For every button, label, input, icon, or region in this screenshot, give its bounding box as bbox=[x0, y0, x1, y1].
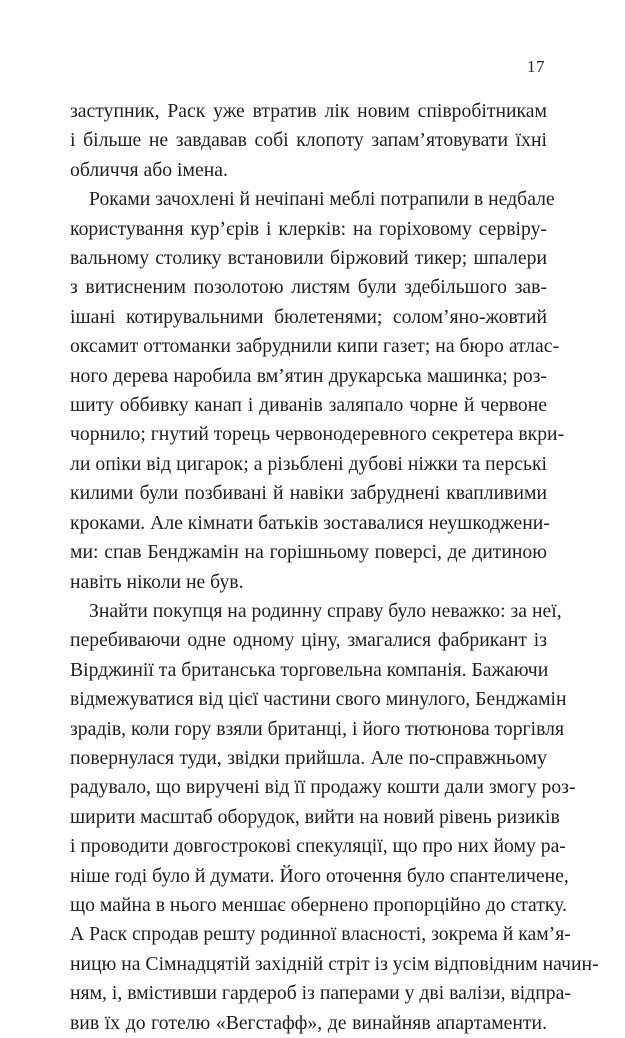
text-line: А Раск спродав решту родинної власності, зокрема й кам’я- bbox=[70, 923, 571, 946]
text-line: Вірджинії та британська торговельна компанія. Бажаючи bbox=[70, 658, 549, 681]
text-line: заступник, Раск уже втратив лік новим співробітникам bbox=[70, 100, 547, 122]
text-line: що майна в нього меншає обернено пропорційно до статку. bbox=[70, 893, 567, 916]
text-line: і проводити довгострокові спекуляції, що про них йому ра- bbox=[70, 835, 566, 858]
text-line: ширити масштаб оборудок, вийти на новий рівень ризиків bbox=[70, 805, 560, 828]
text-line: Роками зачохлені й нечіпані меблі потрапили в недбале bbox=[89, 188, 555, 211]
text-line: ішані котирувальними бюлетенями; солом’яно-жовтий bbox=[70, 305, 547, 328]
text-line: ницю на Сімнадцятій західній стріт із усім відповідним начин- bbox=[70, 952, 599, 975]
text-line: вальному столику встановили біржовий тикер; шпалери bbox=[70, 247, 547, 270]
text-line: ням, і, вмістивши гардероб із паперами у дві валізи, відпра- bbox=[70, 982, 571, 1005]
text-line: перебиваючи одне одному ціну, змагалися фабрикант із bbox=[70, 629, 547, 652]
paragraph bbox=[70, 597, 599, 1038]
paragraph bbox=[70, 185, 565, 597]
text-line: вив їх до готелю «Вегстафф», де винайняв апартаменти. bbox=[70, 1011, 547, 1034]
text-line: користування кур’єрів і клерків: на горіховому сервіру- bbox=[70, 217, 547, 240]
text-line: чорнило; гнутий торець червонодеревного секретера вкри- bbox=[70, 423, 565, 446]
text-line: радувало, що виручені від її продажу кошти дали змогу роз- bbox=[70, 776, 576, 799]
text-line: ного дерева наробила вм’ятин друкарська машинка; роз- bbox=[70, 364, 547, 387]
paragraph bbox=[70, 97, 547, 185]
page-number: 17 bbox=[527, 57, 545, 76]
text-line: навіть ніколи не був. bbox=[70, 570, 244, 593]
text-line: повернулася туди, звідки прийшла. Але по-справжньому bbox=[70, 746, 547, 769]
text-line: ніше годі було й думати. Його оточення було спантеличене, bbox=[70, 864, 569, 887]
text-line: ми: спав Бенджамін на горішньому поверсі, де дитиною bbox=[70, 541, 547, 564]
text-line: обличчя або імена. bbox=[70, 158, 228, 181]
text-line: шиту оббивку канап і диванів заляпало чорне й червоне bbox=[70, 394, 547, 417]
text-line: відмежуватися від цієї частини свого минулого, Бенджамін bbox=[70, 688, 567, 711]
text-line: з витисненим позолотою листям були здебільшого зав- bbox=[70, 276, 547, 299]
text-line: і більше не завдавав собі клопоту запам’ятовувати їхні bbox=[70, 129, 547, 152]
text-line: Знайти покупця на родинну справу було неважко: за неї, bbox=[89, 599, 562, 622]
text-line: оксамит оттоманки забруднили кипи газет; на бюро атлас- bbox=[70, 335, 560, 358]
text-line: килими були позбивані й навіки забруднені квапливими bbox=[70, 482, 547, 505]
text-line: зрадів, коли гору взяли британці, і його тютюнова торгівля bbox=[70, 717, 565, 740]
text-line: ли опіки від цигарок; а різьблені дубові ніжки та перські bbox=[70, 452, 547, 475]
body-text bbox=[70, 97, 599, 1038]
text-line: кроками. Але кімнати батьків зоставалися неушкоджени- bbox=[70, 511, 550, 534]
